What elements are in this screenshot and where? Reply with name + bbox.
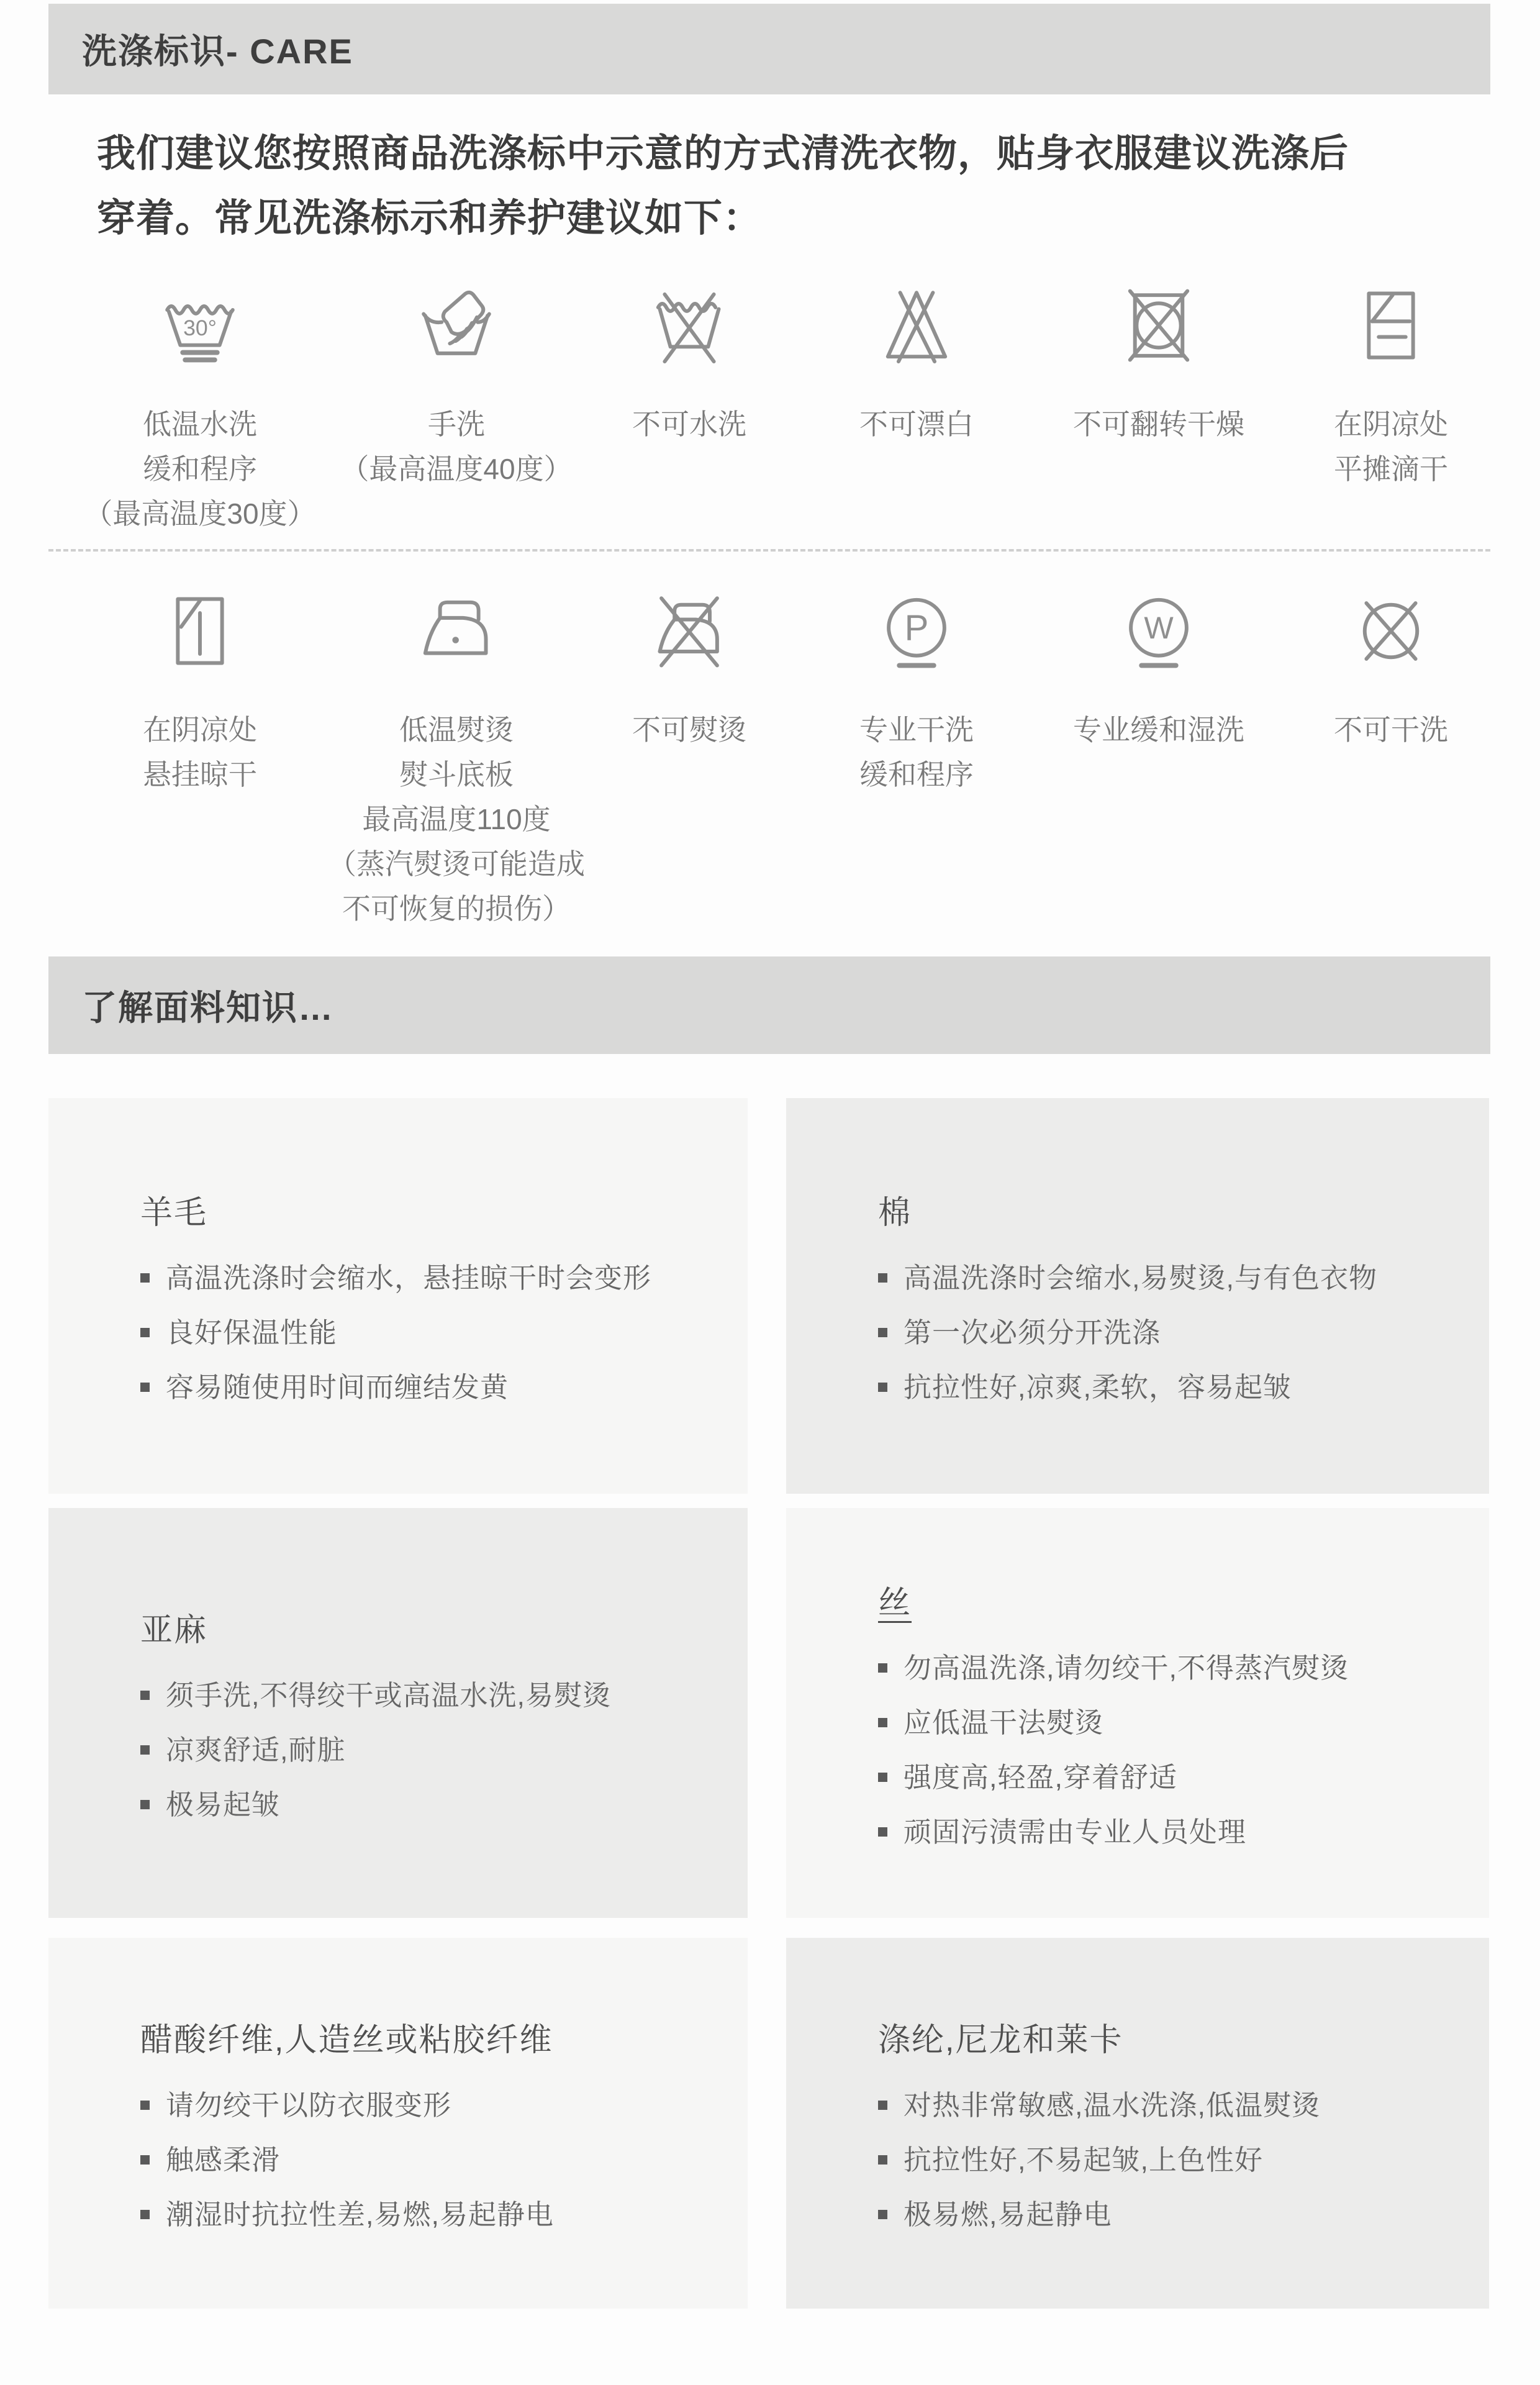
fabric-section-title: 了解面料知识…: [82, 988, 334, 1027]
intro-text: [97, 122, 1475, 251]
bullet-square-icon: [140, 1383, 150, 1392]
list-item: 对热非常敏感,温水洗涤,低温熨烫: [878, 2087, 1458, 2124]
bullet-square-icon: [140, 2210, 150, 2219]
list-item: 极易燃,易起静电: [878, 2197, 1458, 2233]
svg-text:W: W: [1144, 610, 1174, 645]
list-item: 抗拉性好,凉爽,柔软，容易起皱: [878, 1370, 1458, 1406]
care-section-header: [48, 4, 1490, 94]
list-item: 潮湿时抗拉性差,易燃,易起静电: [140, 2197, 717, 2233]
symbol-label: 不可漂白: [859, 408, 974, 440]
fabric-bullet-list: [140, 2087, 717, 2233]
symbol-label: 不可翻转干燥: [1073, 408, 1244, 440]
machine-wash-30-icon: [159, 284, 241, 366]
list-item: 凉爽舒适,耐脏: [140, 1732, 717, 1768]
symbol-do-not-bleach: [783, 284, 1050, 447]
symbol-hand-wash: [323, 284, 590, 491]
fabric-panel-silk: [786, 1508, 1489, 1918]
fabric-bullet-list: [140, 1678, 717, 1823]
fabric-panel-linen: [48, 1508, 748, 1918]
bullet-square-icon: [878, 1383, 887, 1392]
list-item: 第一次必须分开洗涤: [878, 1315, 1458, 1351]
symbol-iron-low-temp: [323, 590, 590, 931]
symbol-hang-dry-in-shade: [66, 590, 333, 797]
list-item: 良好保温性能: [140, 1315, 717, 1351]
symbol-label: 不可干洗: [1334, 714, 1448, 746]
fabric-panel-wool: [48, 1098, 748, 1494]
intro-line-1: 我们建议您按照商品洗涤标中示意的方式清洗衣物，贴身衣服建议洗涤后: [97, 132, 1349, 175]
fabric-panel-title: 丝: [878, 1584, 912, 1621]
svg-text:30°: 30°: [183, 315, 217, 340]
do-not-dry-clean-icon: [1350, 590, 1432, 672]
list-item: 顽固污渍需由专业人员处理: [878, 1814, 1458, 1850]
list-item: 抗拉性好,不易起皱,上色性好: [878, 2142, 1458, 2178]
bullet-square-icon: [878, 1718, 887, 1727]
fabric-bullet-list: [878, 1260, 1458, 1406]
list-item: 触感柔滑: [140, 2142, 717, 2178]
bullet-square-icon: [878, 2155, 887, 2165]
bullet-square-icon: [878, 2210, 887, 2219]
professional-wet-clean-icon: [1118, 590, 1200, 672]
list-item: 高温洗涤时会缩水，悬挂晾干时会变形: [140, 1260, 717, 1296]
do-not-bleach-icon: [876, 284, 958, 366]
professional-dry-clean-icon: [876, 590, 958, 672]
bullet-square-icon: [140, 1273, 150, 1283]
do-not-tumble-dry-icon: [1118, 284, 1200, 366]
symbol-label: 在阴凉处 悬挂晾干: [143, 714, 257, 791]
list-item: 极易起皱: [140, 1787, 717, 1823]
fabric-bullet-list: [878, 1650, 1458, 1850]
symbol-label: 不可水洗: [632, 408, 746, 440]
fabric-panel-polyester-nylon-lycra: [786, 1938, 1489, 2309]
bullet-square-icon: [878, 1328, 887, 1337]
do-not-wash-icon: [648, 284, 730, 366]
symbol-do-not-tumble-dry: [1025, 284, 1292, 447]
bullet-square-icon: [140, 1745, 150, 1755]
bullet-square-icon: [140, 2101, 150, 2110]
fabric-panel-title: 亚麻: [140, 1612, 208, 1648]
fabric-panel-title: 涤纶,尼龙和莱卡: [878, 2022, 1123, 2058]
dry-flat-in-shade-icon: [1350, 284, 1432, 366]
hand-wash-icon: [415, 284, 497, 366]
list-item: 请勿绞干以防衣服变形: [140, 2087, 717, 2124]
fabric-panel-title: 羊毛: [140, 1195, 208, 1231]
symbol-label: 在阴凉处 平摊滴干: [1334, 408, 1448, 485]
list-item: 应低温干法熨烫: [878, 1705, 1458, 1741]
list-item: 强度高,轻盈,穿着舒适: [878, 1760, 1458, 1796]
bullet-square-icon: [140, 1328, 150, 1337]
list-item: 容易随使用时间而缠结发黄: [140, 1370, 717, 1406]
symbol-label: 手洗 （最高温度40度）: [340, 408, 573, 485]
care-section-title: 洗涤标识- CARE: [82, 32, 353, 71]
symbol-label: 专业干洗 缓和程序: [859, 714, 974, 791]
symbol-professional-wet-clean: [1025, 590, 1292, 752]
symbol-dry-flat-in-shade: [1257, 284, 1524, 491]
list-item: 高温洗涤时会缩水,易熨烫,与有色衣物: [878, 1260, 1458, 1296]
bullet-square-icon: [878, 1773, 887, 1782]
symbol-label: 低温水洗 缓和程序 （最高温度30度）: [84, 408, 316, 530]
symbol-do-not-dry-clean: [1257, 590, 1524, 752]
bullet-square-icon: [140, 2155, 150, 2165]
bullet-square-icon: [878, 2101, 887, 2110]
symbol-professional-dry-clean: [783, 590, 1050, 797]
symbol-machine-wash-30: [66, 284, 333, 536]
bullet-square-icon: [140, 1800, 150, 1809]
fabric-panel-title: 棉: [878, 1195, 912, 1231]
bullet-square-icon: [878, 1663, 887, 1673]
bullet-square-icon: [140, 1691, 150, 1700]
svg-text:P: P: [904, 607, 929, 648]
fabric-bullet-list: [878, 2087, 1458, 2233]
bullet-square-icon: [878, 1273, 887, 1283]
symbol-label: 不可熨烫: [632, 714, 746, 746]
hang-dry-in-shade-icon: [159, 590, 241, 672]
fabric-panel-acetate-rayon-viscose: [48, 1938, 748, 2309]
dashed-divider: [48, 549, 1490, 552]
intro-line-2: 穿着。常见洗涤标示和养护建议如下：: [97, 197, 763, 240]
bullet-square-icon: [878, 1827, 887, 1837]
iron-low-temp-icon: [415, 590, 497, 672]
list-item: 须手洗,不得绞干或高温水洗,易熨烫: [140, 1678, 717, 1714]
symbol-label: 低温熨烫 熨斗底板 最高温度110度 （蒸汽熨烫可能造成 不可恢复的损伤）: [328, 714, 585, 925]
do-not-iron-icon: [648, 590, 730, 672]
fabric-panel-title: 醋酸纤维,人造丝或粘胶纤维: [140, 2022, 553, 2058]
fabric-panel-cotton: [786, 1098, 1489, 1494]
symbol-label: 专业缓和湿洗: [1073, 714, 1244, 746]
list-item: 勿高温洗涤,请勿绞干,不得蒸汽熨烫: [878, 1650, 1458, 1686]
fabric-section-header: [48, 956, 1490, 1054]
fabric-bullet-list: [140, 1260, 717, 1406]
